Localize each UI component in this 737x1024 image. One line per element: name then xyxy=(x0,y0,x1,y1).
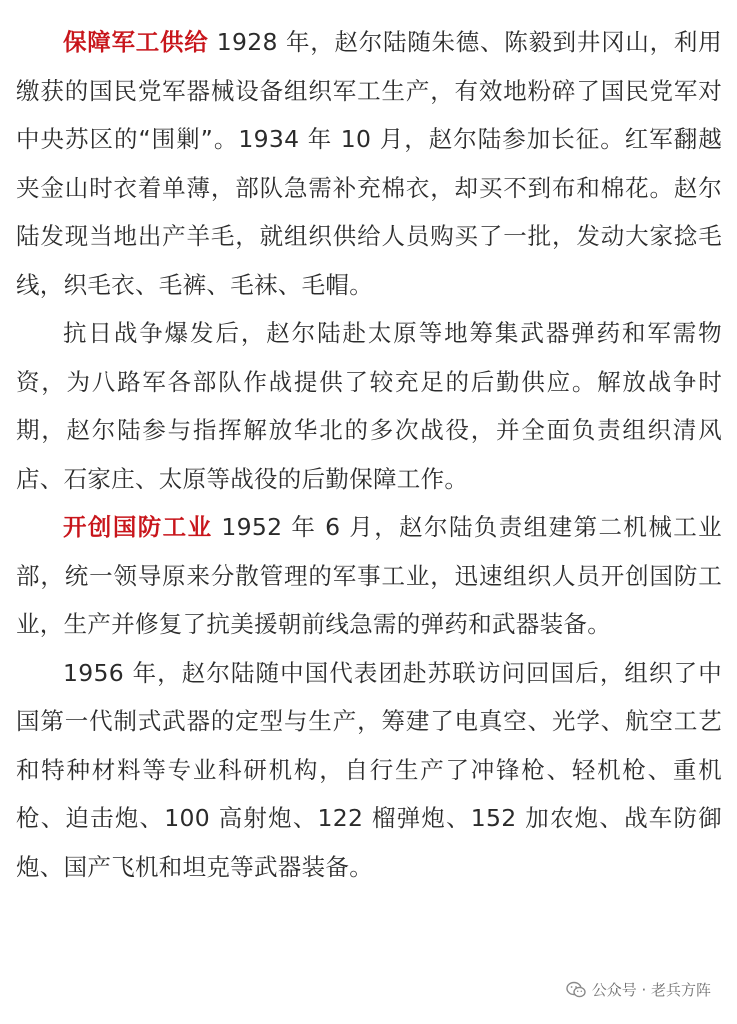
watermark xyxy=(562,977,715,1002)
paragraph-text: 1928 年，赵尔陆随朱德、陈毅到井冈山，利用缴获的国民党军器械设备组织军工生产，有效地粉碎了国民党军对中央苏区的“围剿”。1934 年 10 月，赵尔陆参加长征。红军翻越夹金山时衣着单薄，部队急需补充棉衣，却买不到布和棉花。赵尔陆发现当地出产羊毛，就组织供给人员购买了一批，发动大家捻毛线，织毛衣、毛裤、毛袜、毛帽。 xyxy=(16,28,722,299)
paragraph-1956-weapons xyxy=(16,649,722,892)
watermark-text: 公众号 · 老兵方阵 xyxy=(591,981,711,999)
section-heading-defense-industry: 开创国防工业 xyxy=(63,513,213,541)
paragraph-military-supply xyxy=(16,18,722,309)
paragraph-text: 1956 年，赵尔陆随中国代表团赴苏联访问回国后，组织了中国第一代制式武器的定型与生产，筹建了电真空、光学、航空工艺和特种材料等专业科研机构，自行生产了冲锋枪、轻机枪、重机枪、迫击炮、100 高射炮、122 榴弹炮、152 加农炮、战车防御炮、国产飞机和坦克等武器装备。 xyxy=(16,658,722,881)
paragraph-defense-industry xyxy=(16,503,722,649)
wechat-icon xyxy=(566,981,586,999)
paragraph-text: 1952 年 6 月，赵尔陆负责组建第二机械工业部，统一领导原来分散管理的军事工业，迅速组织人员开创国防工业，生产并修复了抗美援朝前线急需的弹药和武器装备。 xyxy=(16,513,722,638)
paragraph-anti-japanese-war xyxy=(16,309,722,503)
article-body xyxy=(16,18,722,891)
paragraph-text: 抗日战争爆发后，赵尔陆赴太原等地筹集武器弹药和军需物资，为八路军各部队作战提供了较充足的后勤供应。解放战争时期，赵尔陆参与指挥解放华北的多次战役，并全面负责组织清风店、石家庄、太原等战役的后勤保障工作。 xyxy=(16,319,722,493)
section-heading-military-supply: 保障军工供给 xyxy=(63,28,209,56)
